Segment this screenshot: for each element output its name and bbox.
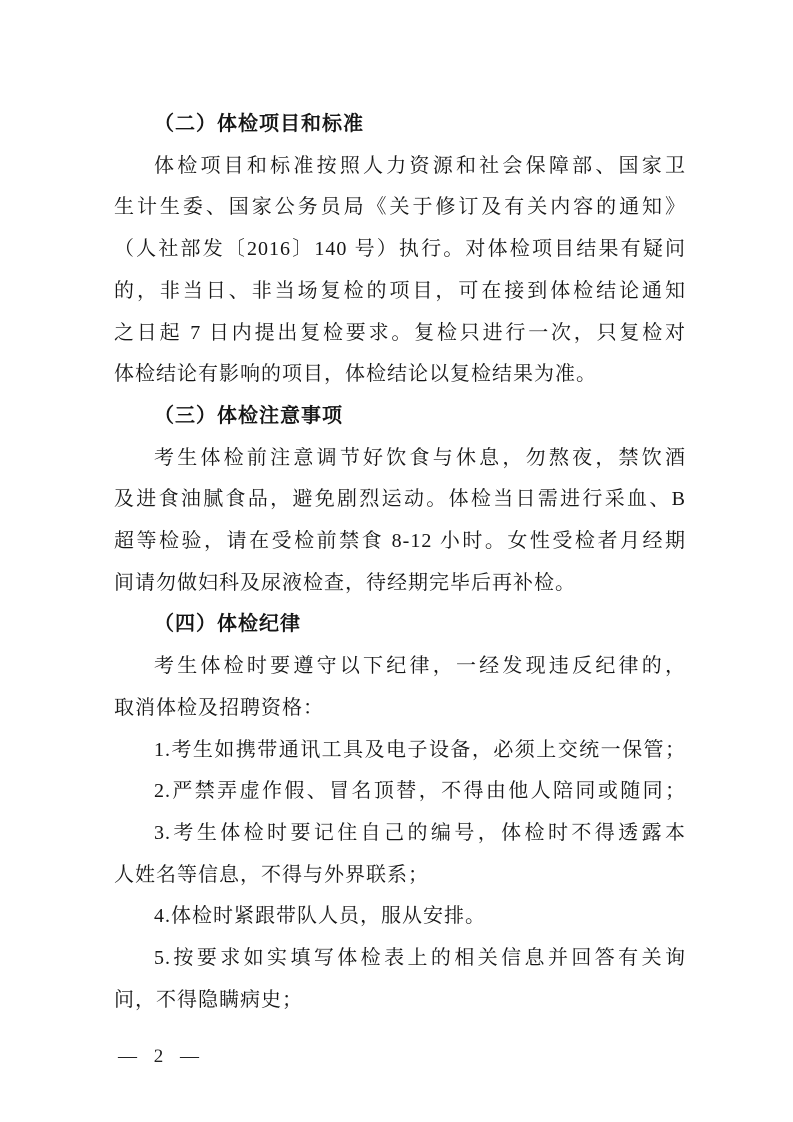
paragraph-line: 体检结论有影响的项目，体检结论以复检结果为准。 — [114, 363, 597, 386]
paragraph-line: 超等检验，请在受检前禁食 8-12 小时。女性受检者月经期 — [114, 530, 686, 553]
list-item-line: 4.体检时紧跟带队人员，服从安排。 — [154, 905, 486, 928]
list-item-line: 2.严禁弄虚作假、冒名顶替，不得由他人陪同或随同； — [154, 780, 686, 803]
section-heading-ii: （二）体检项目和标准 — [154, 113, 364, 135]
paragraph-line: 的，非当日、非当场复检的项目，可在接到体检结论通知 — [114, 279, 686, 302]
paragraph-line: 之日起 7 日内提出复检要求。复检只进行一次，只复检对 — [114, 321, 686, 344]
list-item-line: 1.考生如携带通讯工具及电子设备，必须上交统一保管； — [154, 738, 686, 761]
list-item-line: 5.按要求如实填写体检表上的相关信息并回答有关询 — [154, 947, 686, 970]
page-number: — 2 — — [118, 1046, 200, 1067]
paragraph-line: 取消体检及招聘资格： — [114, 696, 324, 719]
list-item-line: 人姓名等信息，不得与外界联系； — [114, 863, 429, 886]
document-body — [114, 104, 686, 1021]
paragraph-line: 及进食油腻食品，避免剧烈运动。体检当日需进行采血、B — [114, 488, 686, 511]
paragraph-line: 间请勿做妇科及尿液检查，待经期完毕后再补检。 — [114, 571, 576, 594]
paragraph-line: 体检项目和标准按照人力资源和社会保障部、国家卫 — [154, 154, 686, 177]
list-item-line: 问，不得隐瞒病史； — [114, 988, 303, 1011]
paragraph-line: （人社部发〔2016〕140 号）执行。对体检项目结果有疑问 — [114, 238, 686, 261]
paragraph-line: 考生体检前注意调节好饮食与休息，勿熬夜，禁饮酒 — [154, 446, 686, 469]
section-heading-iv: （四）体检纪律 — [154, 613, 301, 636]
section-heading-iii: （三）体检注意事项 — [154, 404, 343, 427]
list-item-line: 3.考生体检时要记住自己的编号，体检时不得透露本 — [154, 821, 686, 844]
paragraph-line: 生计生委、国家公务员局《关于修订及有关内容的通知》 — [114, 196, 686, 219]
paragraph-line: 考生体检时要遵守以下纪律，一经发现违反纪律的， — [154, 655, 686, 678]
